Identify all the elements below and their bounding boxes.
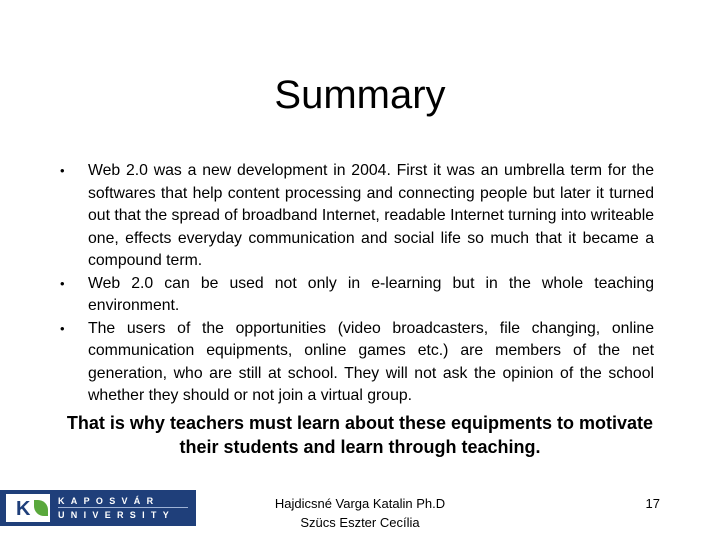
bullet-list: [60, 160, 654, 408]
bullet-text: Web 2.0 was a new development in 2004. First it was an umbrella term for the softwares that help content processing and connecting people but later it turned out that the spread of broadband Internet, readable Internet turning into writeable one, effects everyday communication and social life so much that it became a compound term.: [88, 162, 654, 269]
bullet-dot: •: [60, 275, 65, 291]
author-name: Szücs Eszter Cecília: [300, 515, 420, 530]
logo-name-line1: KAPOSVÁR: [58, 496, 160, 506]
university-logo: [0, 490, 196, 526]
author-name: Hajdicsné Varga Katalin Ph.D: [274, 496, 446, 511]
bullet-text: Web 2.0 can be used not only in e-learning but in the whole teaching environment.: [88, 274, 654, 314]
bullet-dot: •: [60, 163, 65, 178]
bullet-item: [60, 160, 654, 273]
logo-name-line2: UNIVERSITY: [58, 510, 176, 520]
page-number: 17: [645, 496, 660, 511]
bullet-dot: •: [60, 320, 65, 336]
logo-divider: [58, 507, 188, 508]
bullet-item: [60, 273, 654, 318]
conclusion-text: That is why teachers must learn about these equipments to motivate their students and learn through teaching.: [66, 413, 654, 457]
logo-letter: K: [16, 498, 31, 520]
slide-title: Summary: [274, 73, 446, 117]
bullet-item: [60, 318, 654, 408]
bullet-text: The users of the opportunities (video broadcasters, file changing, online communication equipments, online games etc.) are members of the net generation, who are still at school. They will not ask the opinion of the school whether they should or not join a virtual group.: [88, 319, 654, 404]
leaf-icon: [34, 500, 48, 516]
logo-mark-icon: [6, 494, 50, 522]
footer-authors: [240, 494, 480, 532]
